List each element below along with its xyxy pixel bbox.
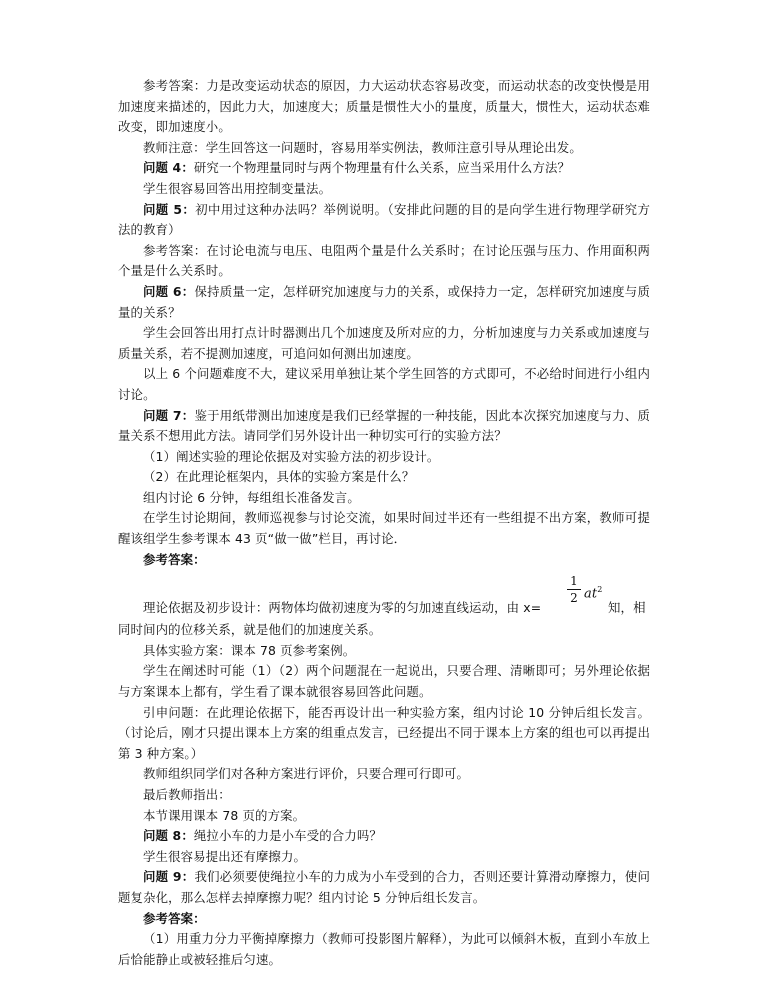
fraction-numerator: 1	[567, 574, 581, 590]
answer-label: 参考答案：	[143, 551, 206, 567]
question-label: 问题 8：	[143, 828, 194, 844]
formula-exponent: 2	[597, 585, 603, 595]
formula-line-after: 知，相	[608, 600, 646, 616]
paragraph-question-5	[118, 200, 650, 241]
paragraph-group-discussion: 组内讨论 6 分钟，每组组长准备发言。	[143, 489, 360, 505]
paragraph-question-7	[118, 406, 650, 447]
question-label: 问题 4：	[143, 160, 194, 176]
paragraph-answer-5: 参考答案：在讨论电流与电压、电阻两个量是什么关系时；在讨论压强与压力、作用面积两个量是什么关系时。	[118, 242, 650, 279]
question-text: 鉴于用纸带测出加速度是我们已经掌握的一种技能，因此本次探究加速度与力、质量关系不想用此方法。请同学们另外设计出一种切实可行的实验方法？	[118, 407, 651, 444]
question-text: 我们必须要使绳拉小车的力成为小车受到的合力，否则还要计算滑动摩擦力，使问题复杂化，那么怎样去掉摩擦力呢？组内讨论 5 分钟后组长发言。	[118, 869, 651, 905]
formula-line-text: 理论依据及初步设计：两物体均做初速度为零的匀加速直线运动，由 x=	[143, 600, 542, 616]
question-text: 研究一个物理量同时与两个物理量有什么关系，应当采用什么方法？	[193, 160, 571, 176]
question-label: 问题 5：	[143, 201, 196, 217]
paragraph-subquestion-2: （2）在此理论框架内，具体的实验方案是什么？	[143, 469, 415, 485]
paragraph-question-6	[118, 282, 650, 323]
question-text: 保持质量一定，怎样研究加速度与力的关系，或保持力一定，怎样研究加速度与质量的关系？	[118, 283, 651, 320]
paragraph-answer-9-1: （1）用重力分力平衡掉摩擦力（教师可投影图片解释），为此可以倾斜木板，直到小车放上后恰能静止或被轻推后匀速。	[118, 931, 650, 967]
fraction-one-half	[567, 574, 581, 605]
paragraph-specific-plan: 具体实验方案：课本 78 页参考案例。	[143, 642, 356, 658]
paragraph-student-answer-4: 学生很容易回答出用控制变量法。	[143, 180, 332, 196]
paragraph-teacher-points: 最后教师指出：	[143, 787, 231, 802]
paragraph-subquestion-1: （1）阐述实验的理论依据及对实验方法的初步设计。	[143, 448, 440, 464]
question-label: 问题 6：	[143, 283, 195, 299]
fraction-denominator: 2	[570, 591, 578, 606]
paragraph-answer-label	[118, 550, 650, 571]
paragraph-summary-note: 以上 6 个问题难度不大，建议采用单独让某个学生回答的方式即可，不必给时间进行小组内讨论。	[118, 366, 650, 402]
paragraph-question-9	[118, 867, 650, 908]
paragraph-teacher-note: 教师注意：学生回答这一问题时，容易用举实例法，教师注意引导从理论出发。	[143, 139, 582, 155]
question-label: 问题 7：	[143, 407, 195, 423]
formula-at: at	[584, 586, 598, 602]
answer-label: 参考答案：	[143, 910, 206, 926]
paragraph-teacher-tour: 在学生讨论期间，教师巡视参与讨论交流，如果时间过半还有一些组提不出方案，教师可提醒该组学生参考课本 43 页“做一做”栏目，再讨论．	[118, 510, 650, 547]
formula-at-squared	[584, 580, 603, 605]
paragraph-formula-continued: 同时间内的位移关系，就是他们的加速度关系。	[118, 622, 382, 638]
question-text: 初中用过这种办法吗？举例说明。（安排此问题的目的是向学生进行物理学研究方法的教育）	[118, 201, 650, 238]
paragraph-lesson-plan: 本节课用课本 78 页的方案。	[143, 807, 306, 823]
paragraph-student-answer-6: 学生会回答出用打点计时器测出几个加速度及所对应的力，分析加速度与力关系或加速度与质量关系，若不提测加速度，可追问如何测出加速度。	[118, 325, 650, 361]
paragraph-evaluation: 教师组织同学们对各种方案进行评价，只要合理可行即可。	[143, 766, 470, 782]
paragraph-question-4	[118, 158, 650, 179]
question-label: 问题 9：	[143, 869, 195, 885]
paragraph-student-explain: 学生在阐述时可能（1）（2）两个问题混在一起说出，只要合理、清晰即可；另外理论依据与方案课本上都有，学生看了课本就很容易回答此问题。	[118, 663, 650, 700]
paragraph-answer-1: 参考答案：力是改变运动状态的原因，力大运动状态容易改变，而运动状态的改变快慢是用加速度来描述的，因此力大，加速度大；质量是惯性大小的量度，质量大，惯性大，运动状态难改变，即加速度小。	[118, 78, 650, 135]
paragraph-answer-label-2	[118, 909, 650, 930]
paragraph-question-8	[118, 826, 650, 847]
formula-line	[118, 572, 650, 620]
paragraph-student-answer-8: 学生很容易提出还有摩擦力。	[143, 848, 307, 864]
paragraph-extension-question: 引申问题：在此理论依据下，能否再设计出一种实验方案，组内讨论 10 分钟后组长发言。（讨论后，刚才只提出课本上方案的组重点发言，已经提出不同于课本上方案的组也可以再提出第 3 种方案。）	[118, 704, 650, 761]
document-body	[118, 76, 650, 970]
question-text: 绳拉小车的力是小车受的合力吗？	[193, 828, 382, 844]
